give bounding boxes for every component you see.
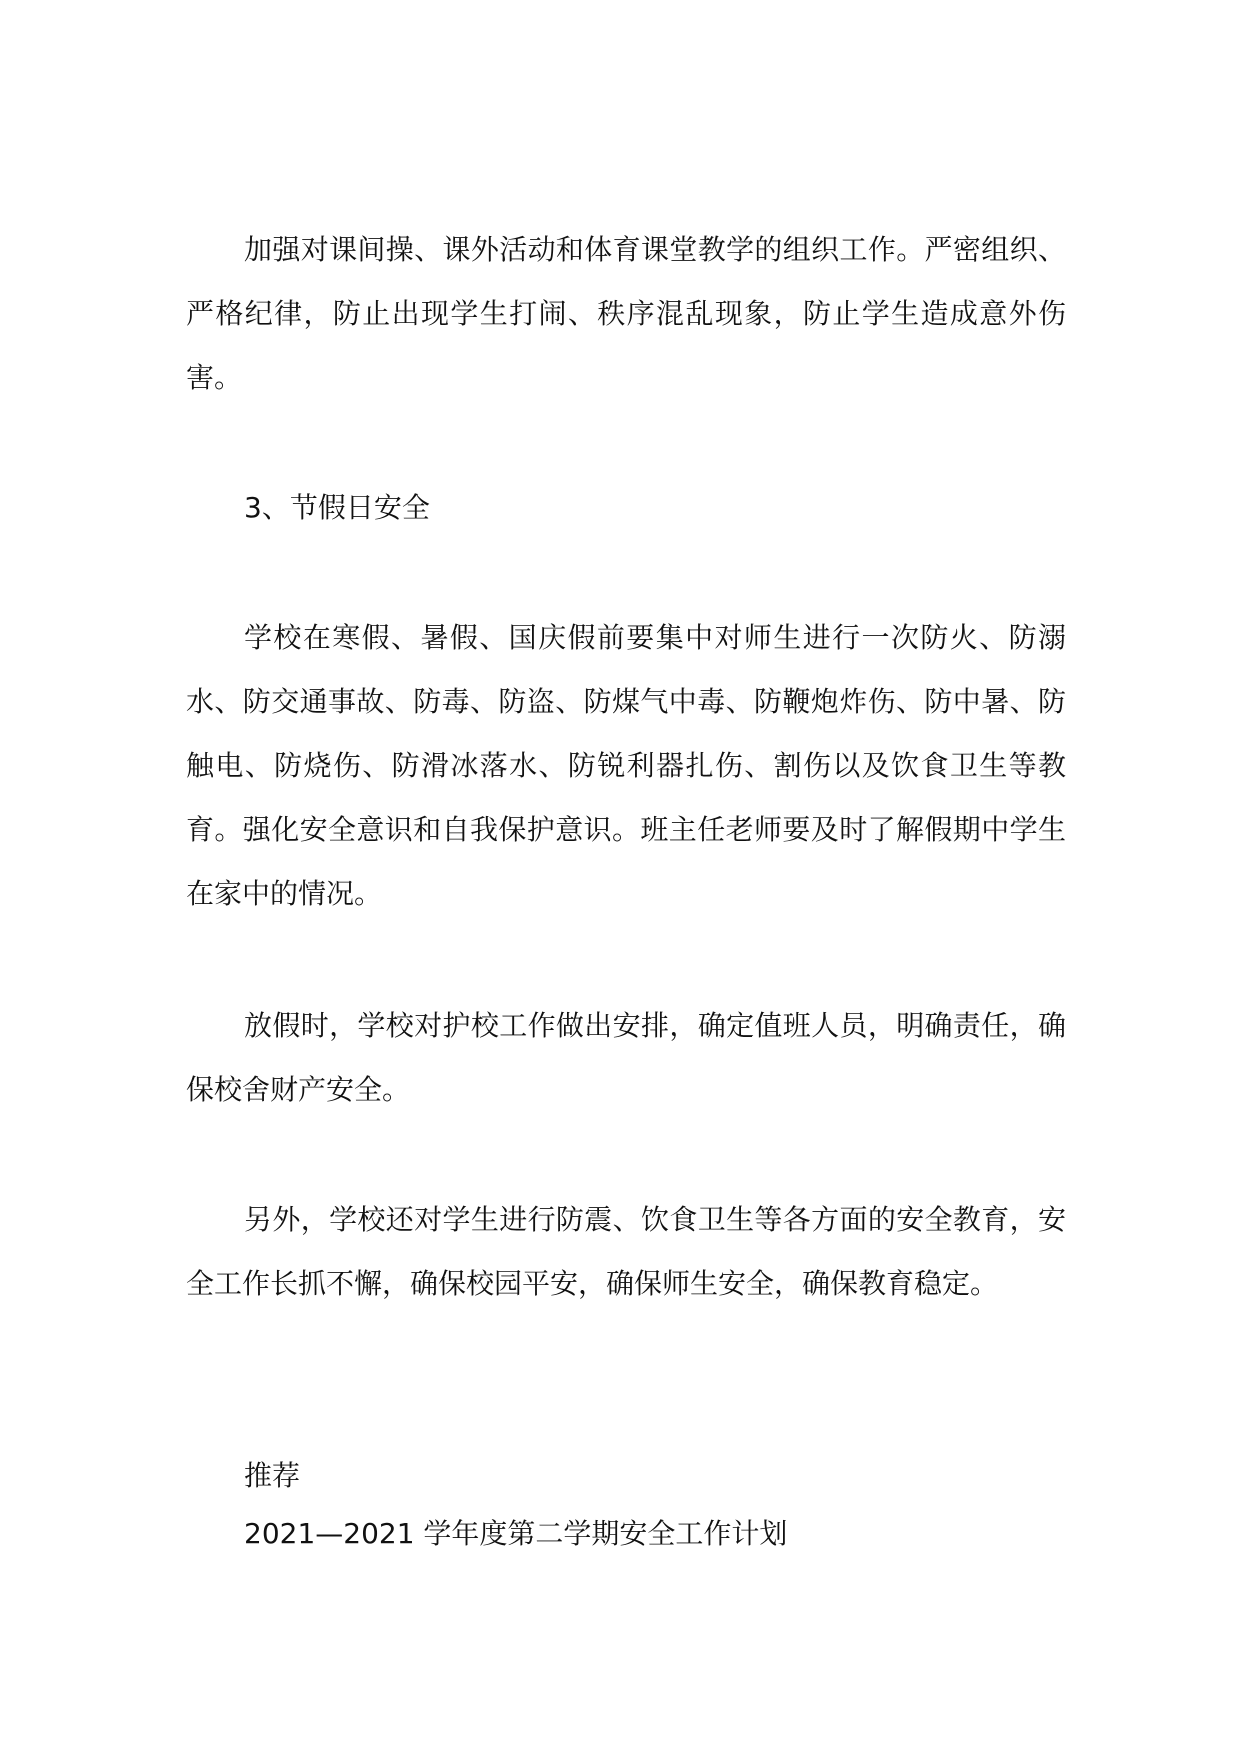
recommend-link[interactable]: 2021—2021 学年度第二学期安全工作计划 — [244, 1517, 788, 1550]
paragraph-school-guard: 放假时，学校对护校工作做出安排，确定值班人员，明确责任，确保校舍财产安全。 — [186, 1009, 1066, 1106]
paragraph-activity-organization: 加强对课间操、课外活动和体育课堂教学的组织工作。严密组织、严格纪律，防止出现学生打闹、秩序混乱现象，防止学生造成意外伤害。 — [186, 233, 1066, 394]
recommend-label: 推荐 — [244, 1459, 301, 1492]
paragraph-other-safety: 另外，学校还对学生进行防震、饮食卫生等各方面的安全教育，安全工作长抓不懈，确保校园平安，确保师生安全，确保教育稳定。 — [186, 1203, 1066, 1300]
section-heading-holiday-safety: 3、节假日安全 — [244, 491, 430, 524]
paragraph-holiday-education: 学校在寒假、暑假、国庆假前要集中对师生进行一次防火、防溺水、防交通事故、防毒、防盗、防煤气中毒、防鞭炮炸伤、防中暑、防触电、防烧伤、防滑冰落水、防锐利器扎伤、割伤以及饮食卫生等教育。强化安全意识和自我保护意识。班主任老师要及时了解假期中学生在家中的情况。 — [186, 621, 1066, 910]
